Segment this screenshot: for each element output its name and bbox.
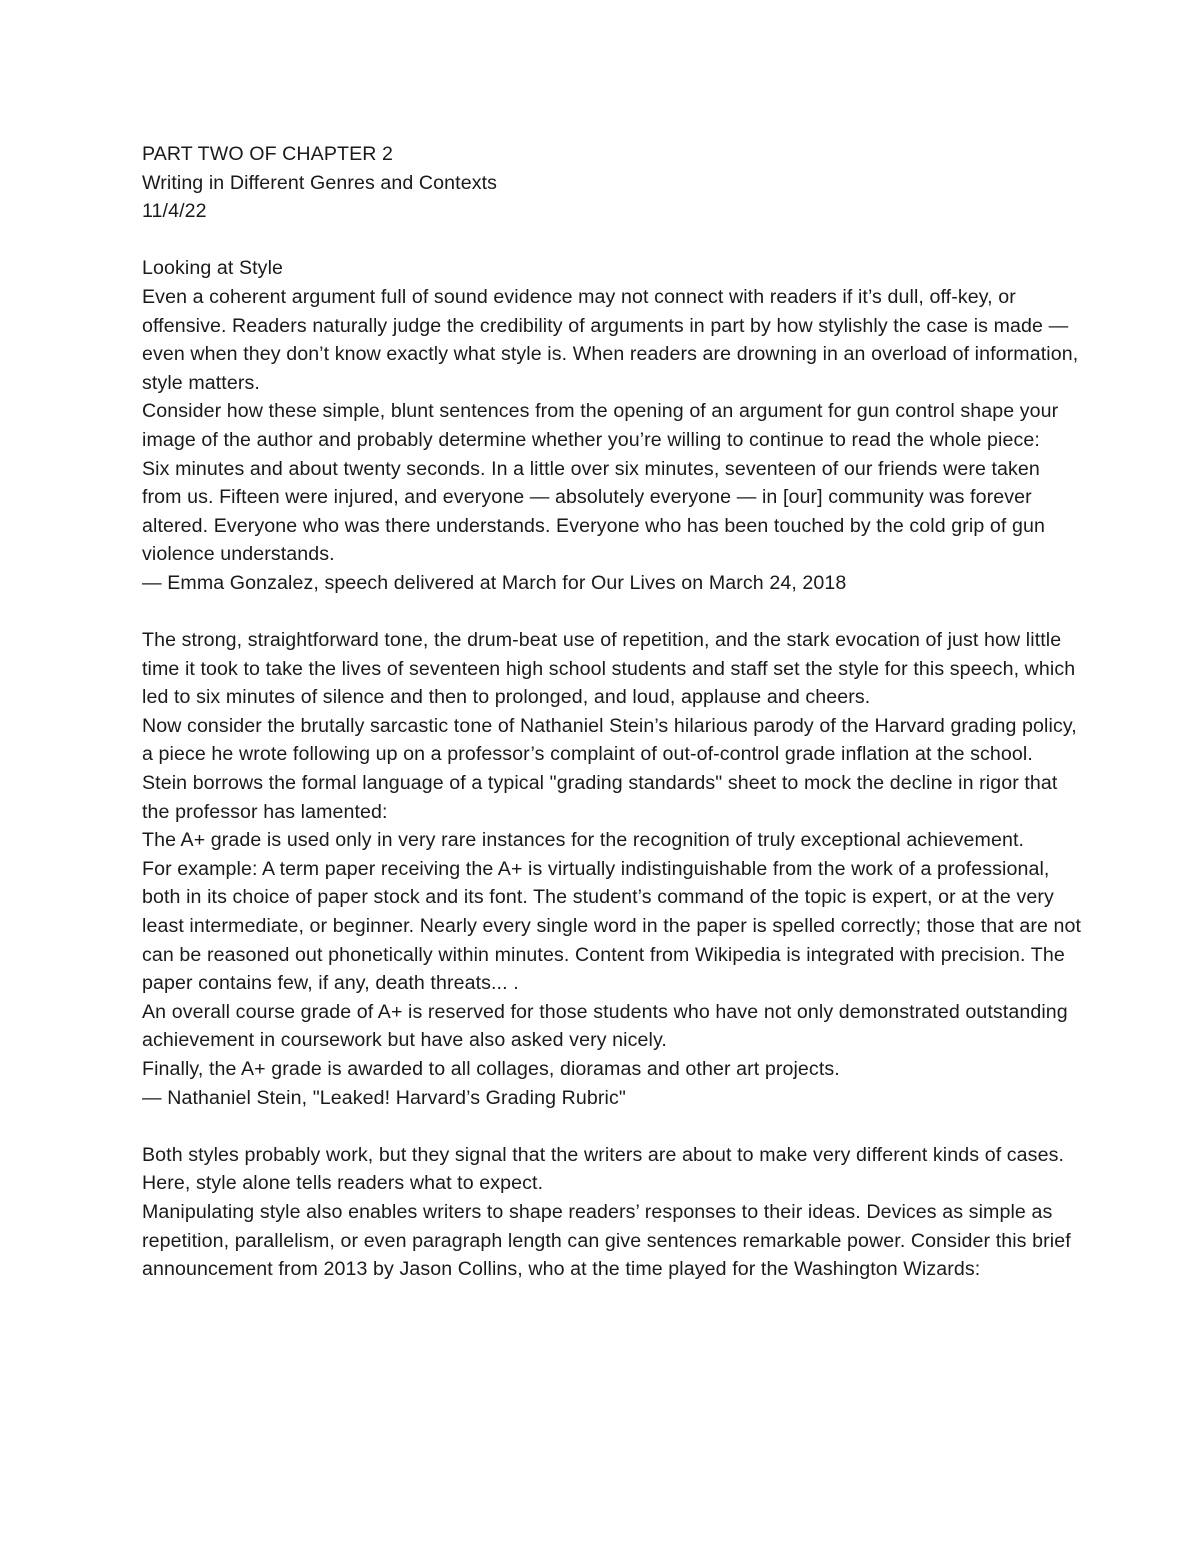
paragraph-strong-tone: The strong, straightforward tone, the drum-beat use of repetition, and the stark evocation of just how little time it took to take the lives of seventeen high school students and staff set the style for this speech, which led to six minutes of silence and then to prolonged, and loud, applause and cheers. [142,629,1076,709]
document-title: PART TWO OF CHAPTER 2 [142,143,394,165]
quote-gonzalez: Six minutes and about twenty seconds. In a little over six minutes, seventeen of our friends were taken from us. Fifteen were injured, and everyone — absolutely everyone — in [our] community was forever altered. Everyone who was there understands. Everyone who has been touched by the cold grip of gun violence understands. [142,457,1045,566]
attribution-stein: — Nathaniel Stein, "Leaked! Harvard’s Grading Rubric" [142,1086,626,1109]
document-body [142,140,1082,1284]
paragraph-both-styles: Both styles probably work, but they signal that the writers are about to make very different kinds of cases. Here, style alone tells readers what to expect. [142,1143,1065,1195]
paragraph-manipulating-style: Manipulating style also enables writers to shape readers’ responses to their ideas. Devices as simple as repetition, parallelism, or even paragraph length can give sentences remarkable power. Consider this brief announcement from 2013 by Jason Collins, who at the time played for the Washington Wizards: [142,1200,1071,1281]
paragraph-intro: Even a coherent argument full of sound evidence may not connect with readers if it’s dull, off-key, or offensive. Readers naturally judge the credibility of arguments in part by how stylishly the case is made — even when they don’t know exactly what style is. When readers are drowning in an overload of information, style matters. [142,285,1079,394]
quote-stein-course-grade: An overall course grade of A+ is reserved for those students who have not only demonstrated outstanding achievement in coursework but have also asked very nicely. [142,1000,1068,1052]
quote-stein-example: For example: A term paper receiving the A+ is virtually indistinguishable from the work of a professional, both in its choice of paper stock and its font. The student’s command of the topic is expert, or at the very least intermediate, or beginner. Nearly every single word in the paper is spelled correctly; those that are not can be reasoned out phonetically within minutes. Content from Wikipedia is integrated with precision. The paper contains few, if any, death threats... . [142,857,1082,995]
blank-line [142,226,1082,255]
blank-line [142,598,1082,627]
paragraph-consider-gun-control: Consider how these simple, blunt sentences from the opening of an argument for gun control shape your image of the author and probably determine whether you’re willing to continue to read the whole piece: [142,400,1059,451]
quote-stein-finally: Finally, the A+ grade is awarded to all collages, dioramas and other art projects. [142,1058,840,1080]
document-subtitle: Writing in Different Genres and Contexts [142,171,498,194]
quote-stein-intro: The A+ grade is used only in very rare instances for the recognition of truly exceptional achievement. [142,829,1025,852]
blank-line [142,1112,1082,1141]
paragraph-sarcastic-tone: Now consider the brutally sarcastic tone of Nathaniel Stein’s hilarious parody of the Harvard grading policy, a piece he wrote following up on a professor’s complaint of out-of-control grade inflation at the school. Stein borrows the formal language of a typical "grading standards" sheet to mock the decline in rigor that the professor has lamented: [142,714,1077,823]
attribution-gonzalez: — Emma Gonzalez, speech delivered at March for Our Lives on March 24, 2018 [142,571,847,594]
section-heading: Looking at Style [142,257,284,280]
document-date: 11/4/22 [142,200,207,223]
